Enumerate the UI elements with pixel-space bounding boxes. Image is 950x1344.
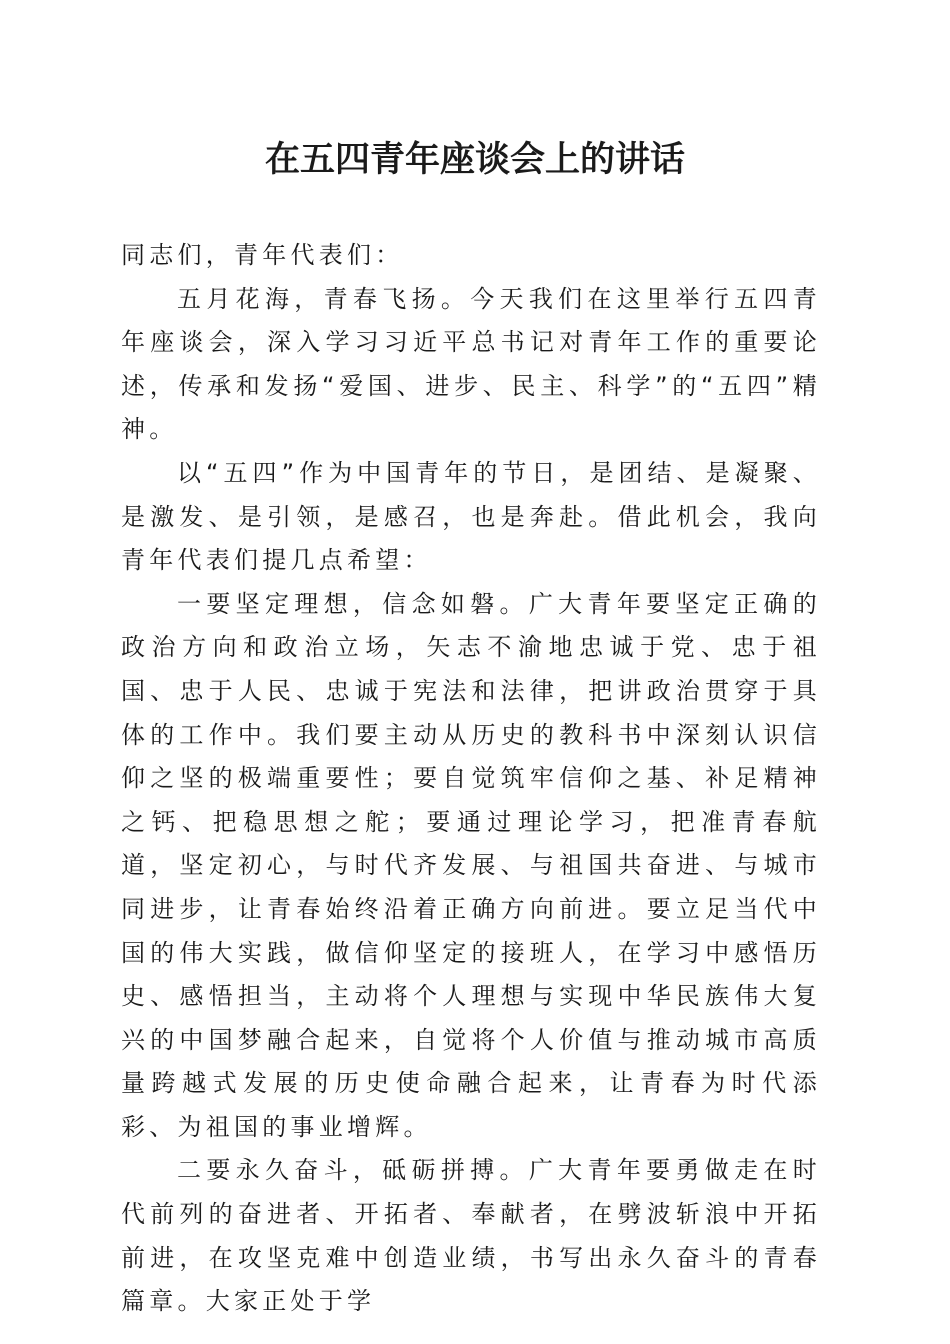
paragraph-opening: 五月花海，青春飞扬。今天我们在这里举行五四青年座谈会，深入学习习近平总书记对青年工作的重要论述，传承和发扬“爱国、进步、民主、科学”的“五四”精神。 [121,284,821,444]
paragraph-hopes-intro: 以“五四”作为中国青年的节日，是团结、是凝聚、是激发、是引领，是感召，也是奔赴。借此机会，我向青年代表们提几点希望： [121,458,821,575]
document-title: 在五四青年座谈会上的讲话 [264,139,685,180]
document-body [121,234,821,1324]
salutation: 同志们，青年代表们： [121,241,404,269]
paragraph-ideals: 一要坚定理想，信念如磐。广大青年要坚定正确的政治方向和政治立场，矢志不渝地忠诚于党、忠于祖国、忠于人民、忠诚于宪法和法律，把讲政治贯穿于具体的工作中。我们要主动从历史的教科书中深刻认识信仰之坚的极端重要性；要自觉筑牢信仰之基、补足精神之钙、把稳思想之舵；要通过理论学习，把准青春航道，坚定初心，与时代齐发展、与祖国共奋进、与城市同进步，让青春始终沿着正确方向前进。要立足当代中国的伟大实践，做信仰坚定的接班人，在学习中感悟历史、感悟担当，主动将个人理想与实现中华民族伟大复兴的中国梦融合起来，自觉将个人价值与推动城市高质量跨越式发展的历史使命融合起来，让青春为时代添彩、为祖国的事业增辉。 [121,589,821,1141]
paragraph-struggle: 二要永久奋斗，砥砺拼搏。广大青年要勇做走在时代前列的奋进者、开拓者、奉献者，在劈波斩浪中开拓前进，在攻坚克难中创造业绩，书写出永久奋斗的青春篇章。大家正处于学 [121,1156,821,1316]
